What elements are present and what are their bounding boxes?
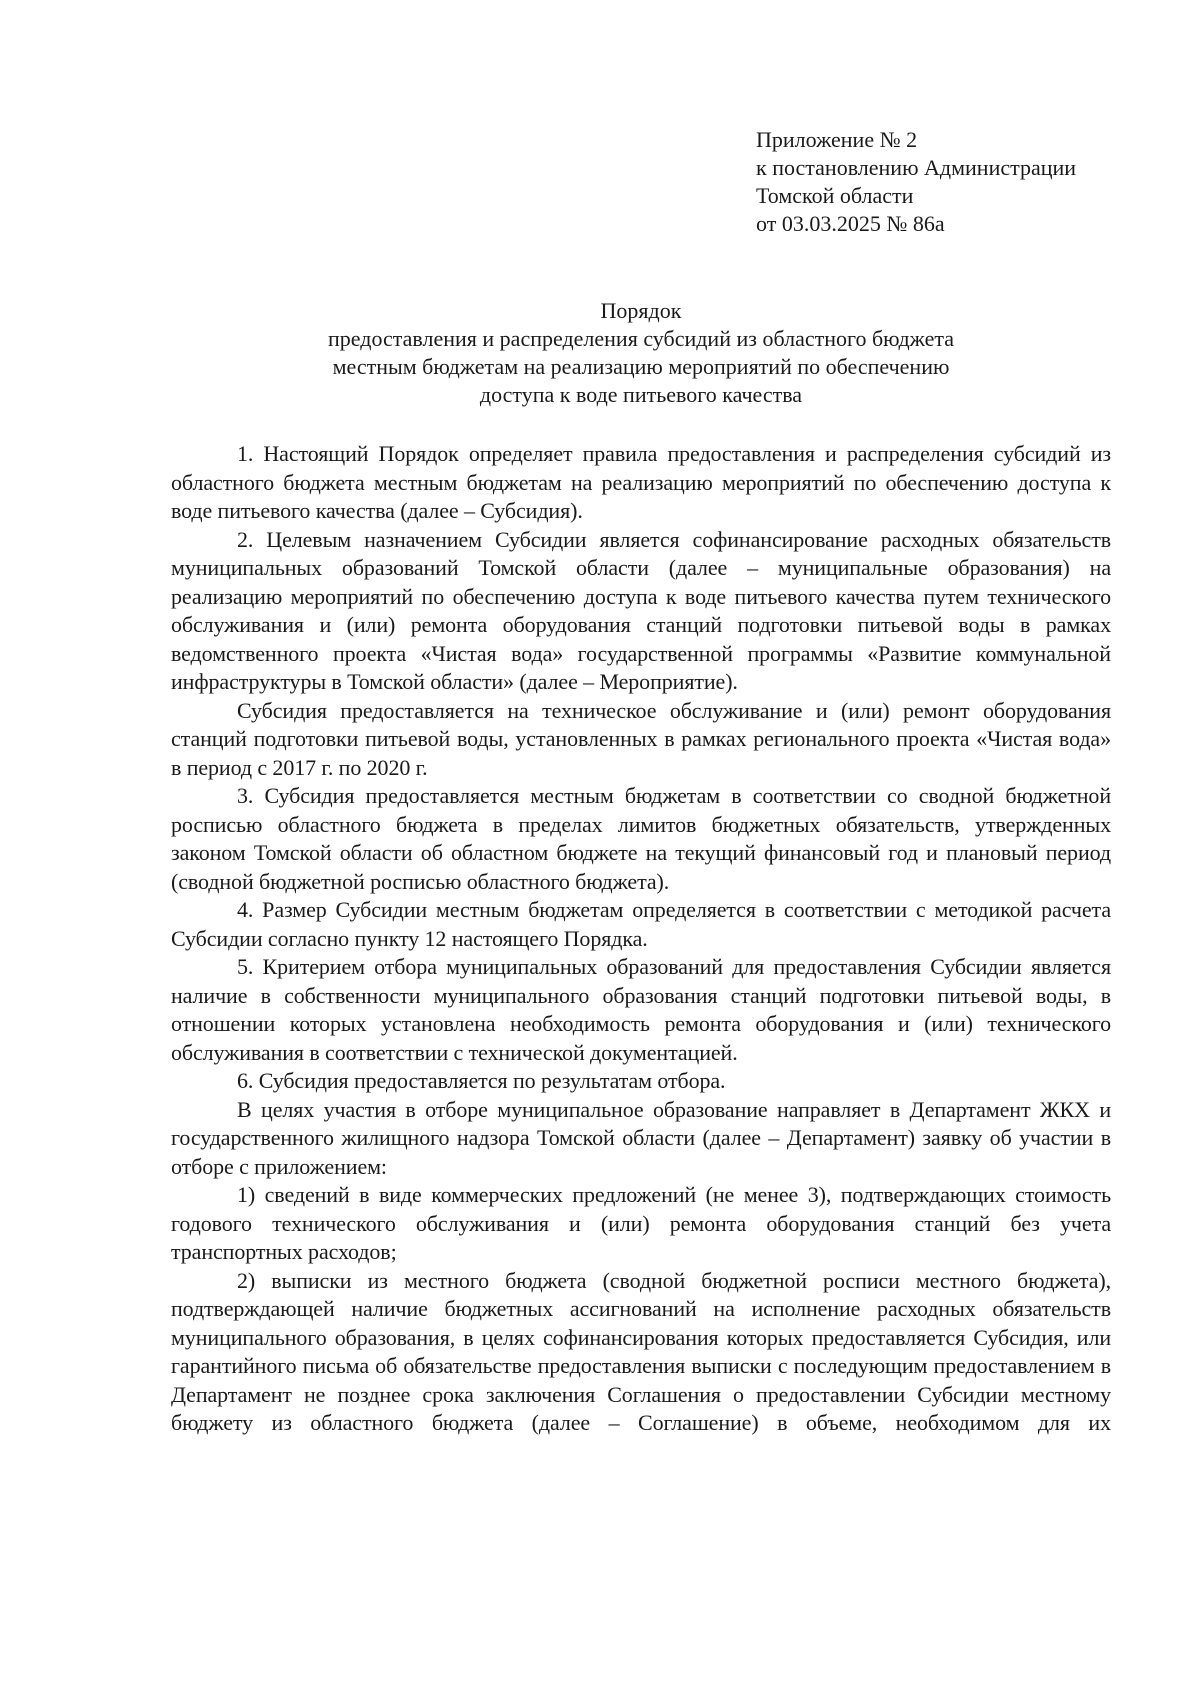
list-item-2: 2) выписки из местного бюджета (сводной бюджетной росписи местного бюджета), подтверждающей наличие бюджетных ассигнований на исполнение расходных обязательств муниципального образования, в целях софинансирования которых предоставляется Субсидия, или гарантийного письма об обязательстве предоставления выписки с последующим предоставлением в Департамент не позднее срока заключения Соглашения о предоставлении Субсидии местному бюджету из областного бюджета (далее – Соглашение) в объеме, необходимом для их bbox=[171, 1267, 1111, 1435]
paragraph-6-application: В целях участия в отборе муниципальное образование направляет в Департамент ЖКХ и государственного жилищного надзора Томской области (далее – Департамент) заявку об участии в отборе с приложением: bbox=[171, 1096, 1111, 1179]
paragraph-4: 4. Размер Субсидии местным бюджетам определяется в соответствии с методикой расчета Субсидии согласно пункту 12 настоящего Порядка. bbox=[171, 897, 1111, 951]
title-line-2: предоставления и распределения субсидий из областного бюджета bbox=[328, 326, 954, 351]
appendix-header bbox=[756, 126, 1076, 238]
document-title bbox=[171, 297, 1111, 409]
document-body bbox=[171, 440, 1111, 1438]
title-heading: Порядок bbox=[600, 298, 682, 323]
paragraph-5: 5. Критерием отбора муниципальных образований для предоставления Субсидии является наличие в собственности муниципального образования станций подготовки питьевой воды, в отношении которых установлена необходимость ремонта оборудования и (или) технического обслуживания в соответствии с технической документацией. bbox=[171, 954, 1111, 1065]
appendix-resolution: к постановлению Администрации bbox=[756, 155, 1077, 180]
title-line-4: доступа к воде питьевого качества bbox=[479, 382, 803, 407]
paragraph-2-subsidy-note: Субсидия предоставляется на техническое обслуживание и (или) ремонт оборудования станций подготовки питьевой воды, установленных в рамках регионального проекта «Чистая вода» в период с 2017 г. по 2020 г. bbox=[171, 697, 1111, 780]
paragraph-6: 6. Субсидия предоставляется по результатам отбора. bbox=[237, 1068, 726, 1093]
paragraph-1: 1. Настоящий Порядок определяет правила предоставления и распределения субсидий из областного бюджета местным бюджетам на реализацию мероприятий по обеспечению доступа к воде питьевого качества (далее – Субсидия). bbox=[171, 441, 1111, 523]
paragraph-2: 2. Целевым назначением Субсидии является софинансирование расходных обязательств муниципальных образований Томской области (далее – муниципальные образования) на реализацию мероприятий по обеспечению доступа к воде питьевого качества путем технического обслуживания и (или) ремонта оборудования станций подготовки питьевой воды в рамках ведомственного проекта «Чистая вода» государственной программы «Развитие коммунальной инфраструктуры в Томской области» (далее – Мероприятие). bbox=[171, 526, 1111, 694]
appendix-date: от 03.03.2025 № 86а bbox=[756, 211, 945, 236]
title-line-3: местным бюджетам на реализацию мероприятий по обеспечению bbox=[332, 354, 950, 379]
appendix-number: Приложение № 2 bbox=[756, 127, 918, 152]
appendix-region: Томской области bbox=[756, 183, 914, 208]
paragraph-3: 3. Субсидия предоставляется местным бюджетам в соответствии со сводной бюджетной росписью областного бюджета в пределах лимитов бюджетных обязательств, утвержденных законом Томской области об областном бюджете на текущий финансовый год и плановый период (сводной бюджетной росписью областного бюджета). bbox=[171, 783, 1111, 894]
list-item-1: 1) сведений в виде коммерческих предложений (не менее 3), подтверждающих стоимость годового технического обслуживания и (или) ремонта оборудования станций без учета транспортных расходов; bbox=[171, 1182, 1111, 1264]
